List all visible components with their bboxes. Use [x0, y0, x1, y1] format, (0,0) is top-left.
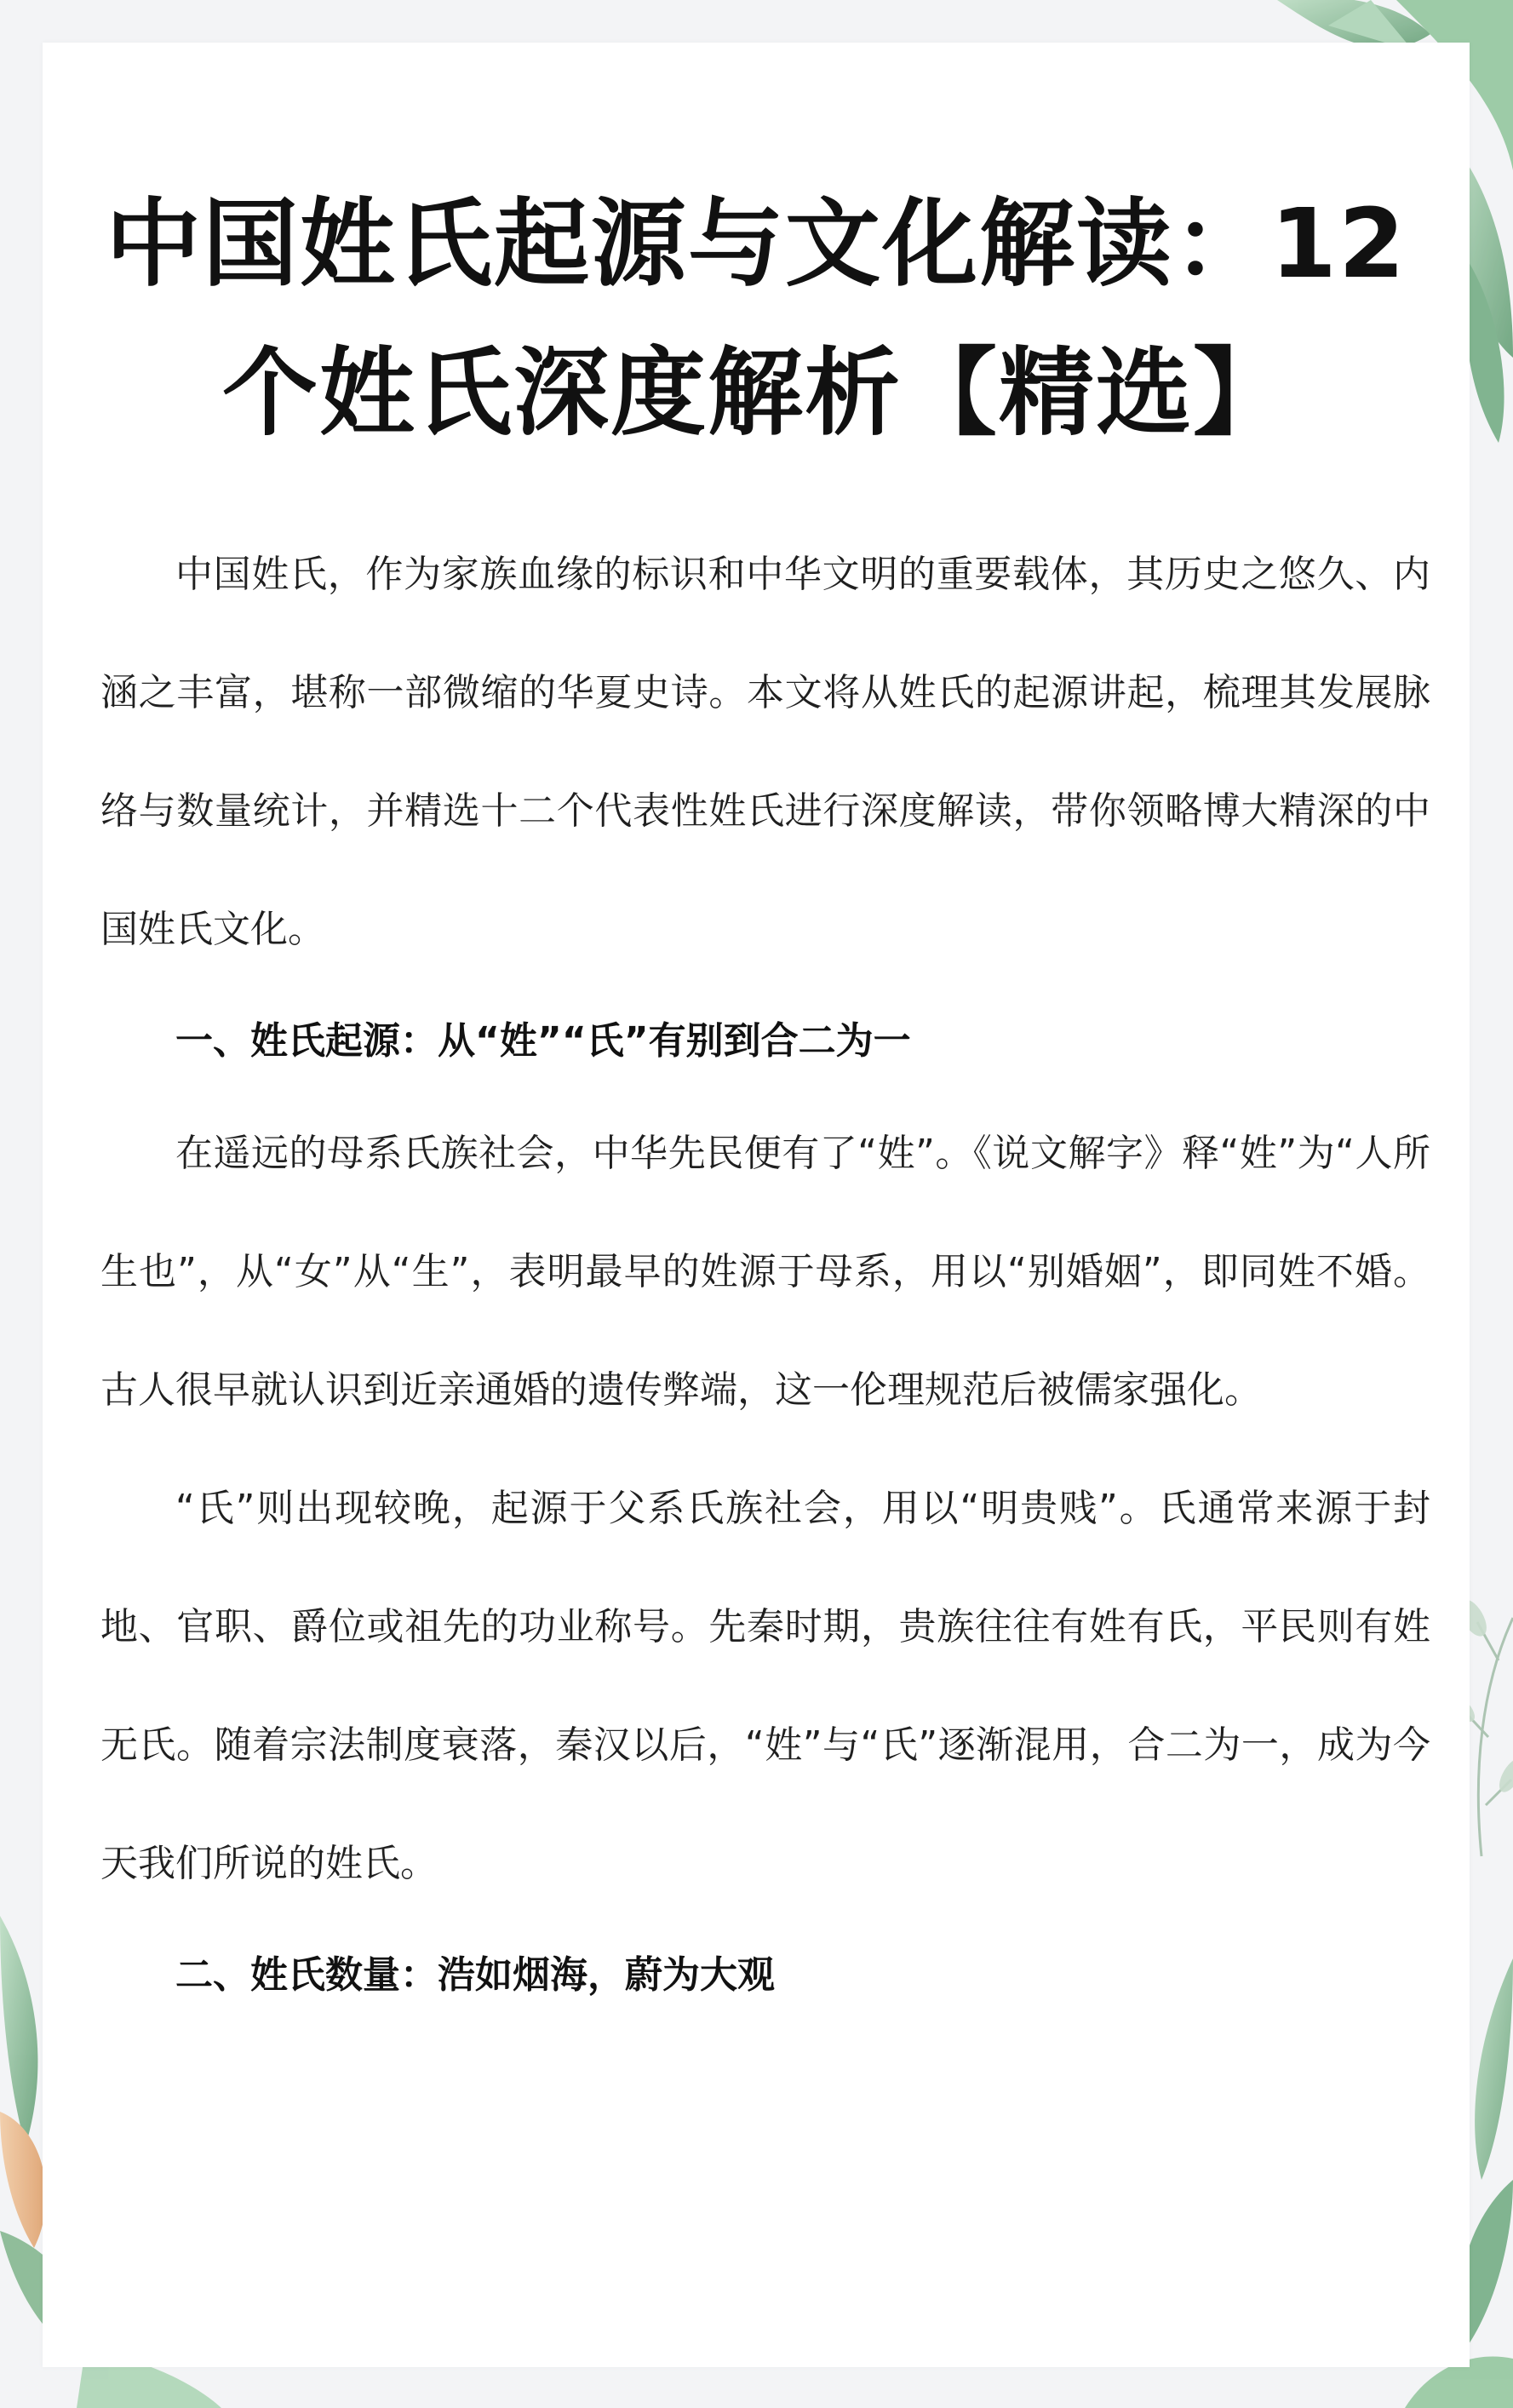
section-heading: 一、姓氏起源：从“姓”“氏”有别到合二为一 [175, 1019, 911, 1063]
section-heading: 二、姓氏数量：浩如烟海，蔚为大观 [175, 1953, 775, 1997]
article-paragraph: 中国姓氏，作为家族血缘的标识和中华文明的重要载体，其历史之悠久、内涵之丰富，堪称一部微缩的华夏史诗。本文将从姓氏的起源讲起，梳理其发展脉络与数量统计，并精选十二个代表性姓氏进行深度解读，带你领略博大精深的中国姓氏文化。 [100, 553, 1430, 951]
document-page [43, 43, 1470, 2367]
right-twigs [1464, 1618, 1513, 1856]
article-paragraph: “氏”则出现较晚，起源于父系氏族社会，用以“明贵贱”。氏通常来源于封地、官职、爵位或祖先的功业称号。先秦时期，贵族往往有姓有氏，平民则有姓无氏。随着宗法制度衰落，秦汉以后，“姓”与“氏”逐渐混用，合二为一，成为今天我们所说的姓氏。 [100, 1487, 1430, 1885]
article-paragraph: 在遥远的母系氏族社会，中华先民便有了“姓”。《说文解字》释“姓”为“人所生也”，从“女”从“生”，表明最早的姓源于母系，用以“别婚姻”，即同姓不婚。古人很早就认识到近亲通婚的遗传弊端，这一伦理规范后被儒家强化。 [100, 1132, 1430, 1412]
article-body [100, 515, 1430, 2028]
article-title: 中国姓氏起源与文化解读：12个姓氏深度解析【精选】 [106, 189, 1407, 449]
